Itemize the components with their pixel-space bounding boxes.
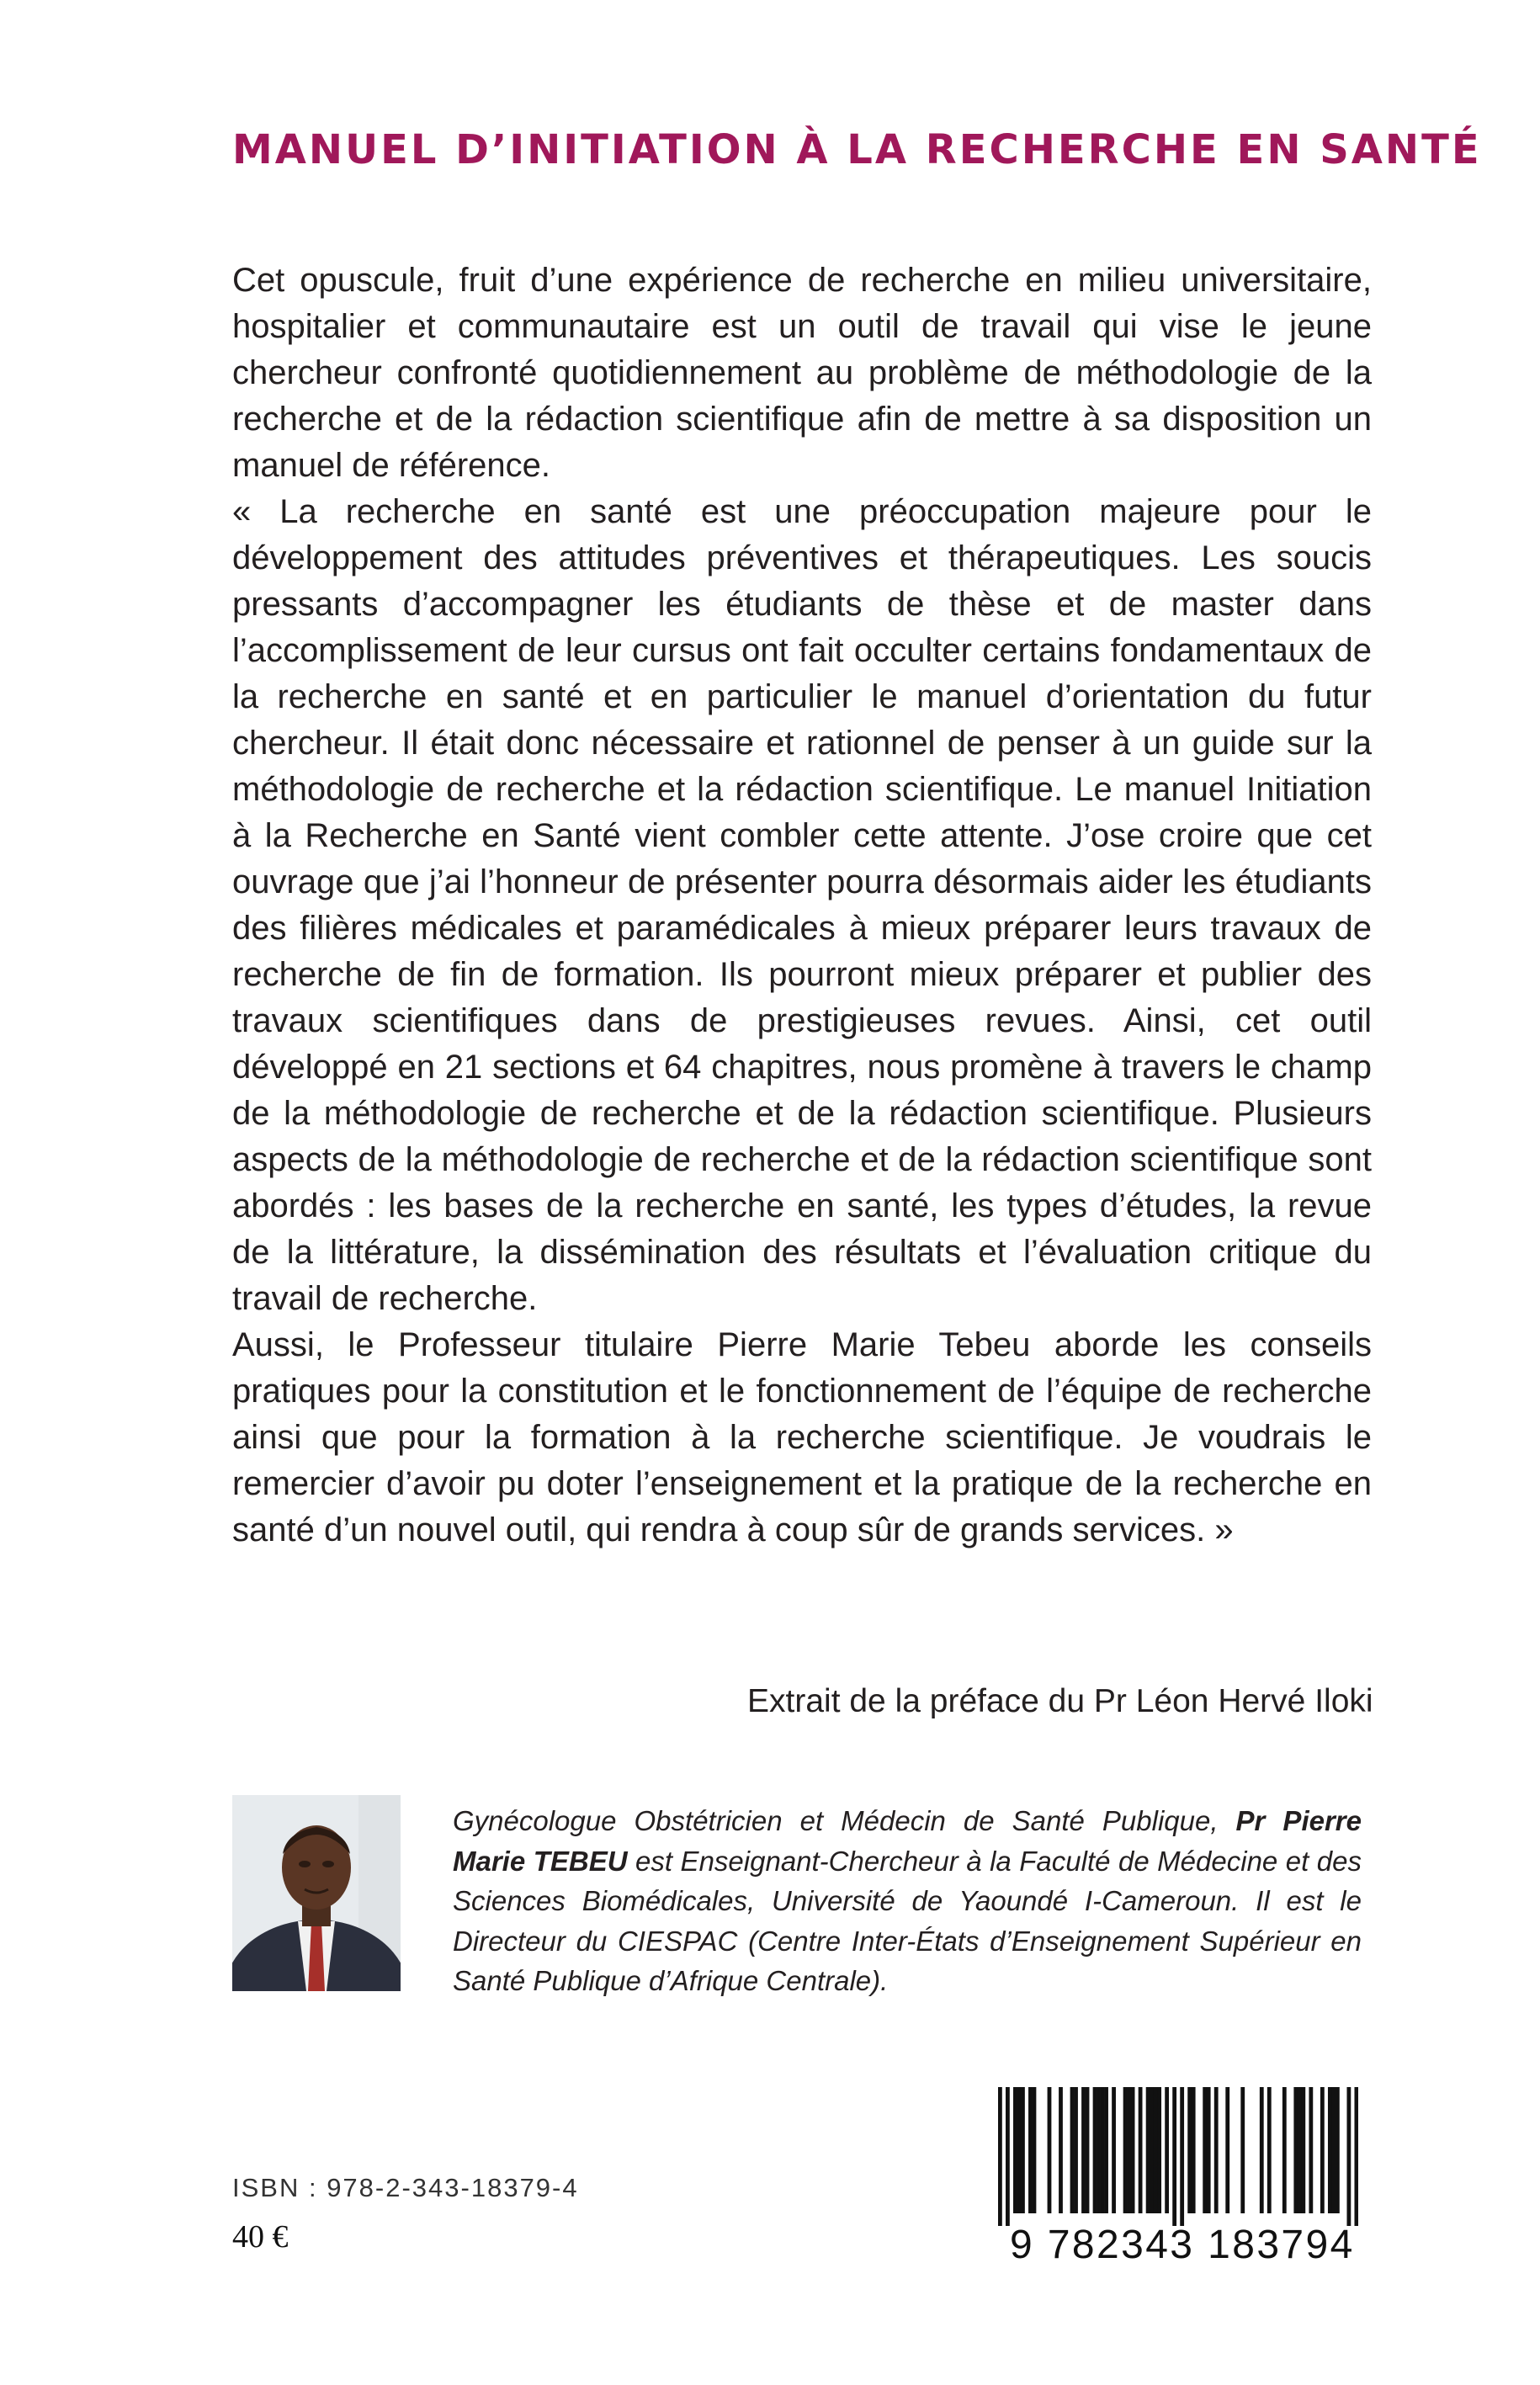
- barcode: [998, 2087, 1358, 2226]
- barcode-bar: [1093, 2087, 1097, 2213]
- barcode-bar: [998, 2087, 1002, 2226]
- barcode-bar: [1172, 2087, 1176, 2226]
- barcode-bar: [1081, 2087, 1086, 2213]
- barcode-bar: [1157, 2087, 1161, 2213]
- barcode-bar: [1336, 2087, 1340, 2213]
- barcode-bar: [1214, 2087, 1219, 2213]
- barcode-bar: [1013, 2087, 1017, 2213]
- barcode-bar: [1074, 2087, 1078, 2213]
- barcode-bar: [1328, 2087, 1332, 2213]
- barcode-bar: [1309, 2087, 1313, 2213]
- barcode-bar: [1165, 2087, 1169, 2213]
- barcode-bar: [1207, 2087, 1211, 2213]
- back-cover-text: [232, 258, 1372, 1554]
- barcode-bar: [1021, 2087, 1025, 2213]
- barcode-bar: [1101, 2087, 1105, 2213]
- author-photo: [232, 1795, 401, 1991]
- barcode-bar: [1267, 2087, 1272, 2213]
- barcode-number: 9 782343 183794: [1010, 2223, 1355, 2267]
- barcode-bar: [1282, 2087, 1287, 2213]
- author-bio: [453, 1801, 1362, 2001]
- barcode-bar: [1033, 2087, 1037, 2213]
- paragraph-preface-quote: « La recherche en santé est une préoccupation majeure pour le développement des attitudes préventives et thérapeutiques. Les soucis pressants d’accompagner les étudiants de thèse et de master dans l’accomplissement de leur cursus ont fait occulter certains fondamentaux de la recherche en santé et en particulier le manuel d’orientation du futur chercheur. Il était donc nécessaire et rationnel de penser à un guide sur la méthodologie de recherche et la rédaction scientifique. Le manuel Initiation à la Recherche en Santé vient combler cette attente. J’ose croire que cet ouvrage que j’ai l’honneur de présenter pourra désormais aider les étudiants des filières médicales et paramédicales à mieux préparer leurs travaux de recherche de fin de formation. Ils pourront mieux préparer et publier des travaux scientifiques dans de prestigieuses revues. Ainsi, cet outil développé en 21 sections et 64 chapitres, nous promène à travers le champ de la méthodologie de recherche et de la rédaction scientifique. Plusieurs aspects de la méthodologie de recherche et de la rédaction scientifique sont abordés : les bases de la recherche en santé, les types d’études, la revue de la littérature, la dissémination des résultats et l’évaluation critique du travail de recherche.: [232, 493, 1372, 1317]
- barcode-bar: [1301, 2087, 1305, 2213]
- barcode-bar: [1048, 2087, 1052, 2213]
- paragraph-preface-end: Aussi, le Professeur titulaire Pierre Marie Tebeu aborde les conseils pratiques pour la constitution et le fonctionnement de l’équipe de recherche ainsi que pour la formation à la recherche scientifique. Je voudrais le remercier d’avoir pu doter l’enseignement et la pratique de la recherche en santé d’un nouvel outil, qui rendra à coup sûr de grands services. »: [232, 1326, 1372, 1548]
- barcode-bar: [1240, 2087, 1245, 2213]
- barcode-bar: [1225, 2087, 1229, 2213]
- author-name: Pr Pierre Marie TEBEU: [453, 1805, 1362, 1877]
- barcode-bar: [1146, 2087, 1150, 2213]
- barcode-bar: [1180, 2087, 1184, 2226]
- barcode-bar: [1331, 2087, 1336, 2213]
- barcode-bar: [1154, 2087, 1158, 2213]
- barcode-bar: [1139, 2087, 1143, 2213]
- barcode-bar: [1017, 2087, 1022, 2213]
- barcode-bar: [1320, 2087, 1325, 2213]
- barcode-bar: [1203, 2087, 1207, 2213]
- barcode-bar: [1131, 2087, 1135, 2213]
- bio-rest: est Enseignant-Chercheur à la Faculté de Médecine et des Sciences Biomédicales, Université de Yaoundé I-Cameroun. Il est le Directeur du CIESPAC (Centre Inter-États d’Enseignement Supérieur en Santé Publique d’Afrique Centrale).: [453, 1845, 1362, 1996]
- barcode-bar: [1006, 2087, 1010, 2226]
- bio-intro: Gynécologue Obstétricien et Médecin de Santé Publique,: [453, 1805, 1236, 1836]
- barcode-bar: [1150, 2087, 1154, 2213]
- paragraph-intro: Cet opuscule, fruit d’une expérience de recherche en milieu universitaire, hospitalier et communautaire est un outil de travail qui vise le jeune chercheur confronté quotidiennement au problème de méthodologie de la recherche et de la rédaction scientifique afin de mettre à sa disposition un manuel de référence.: [232, 262, 1372, 484]
- barcode-bar: [1298, 2087, 1302, 2213]
- barcode-bar: [1112, 2087, 1116, 2213]
- barcode-bar: [1123, 2087, 1128, 2213]
- barcode-bar: [1028, 2087, 1033, 2213]
- barcode-bar: [1086, 2087, 1090, 2213]
- barcode-bar: [1059, 2087, 1063, 2213]
- barcode-bar: [1097, 2087, 1101, 2213]
- barcode-bar: [1293, 2087, 1298, 2213]
- barcode-bar: [1070, 2087, 1075, 2213]
- barcode-bar: [1192, 2087, 1196, 2213]
- barcode-bar: [1127, 2087, 1131, 2213]
- barcode-bar: [1187, 2087, 1192, 2213]
- barcode-bar: [1354, 2087, 1358, 2226]
- price: 40 €: [232, 2219, 289, 2255]
- isbn: ISBN : 978-2-343-18379-4: [232, 2173, 579, 2202]
- barcode-bar: [1346, 2087, 1351, 2226]
- preface-attribution: Extrait de la préface du Pr Léon Hervé Iloki: [747, 1683, 1373, 1719]
- book-title: MANUEL D’INITIATION À LA RECHERCHE EN SANTÉ: [232, 126, 1482, 173]
- barcode-bar: [1104, 2087, 1108, 2213]
- barcode-bar: [1260, 2087, 1264, 2213]
